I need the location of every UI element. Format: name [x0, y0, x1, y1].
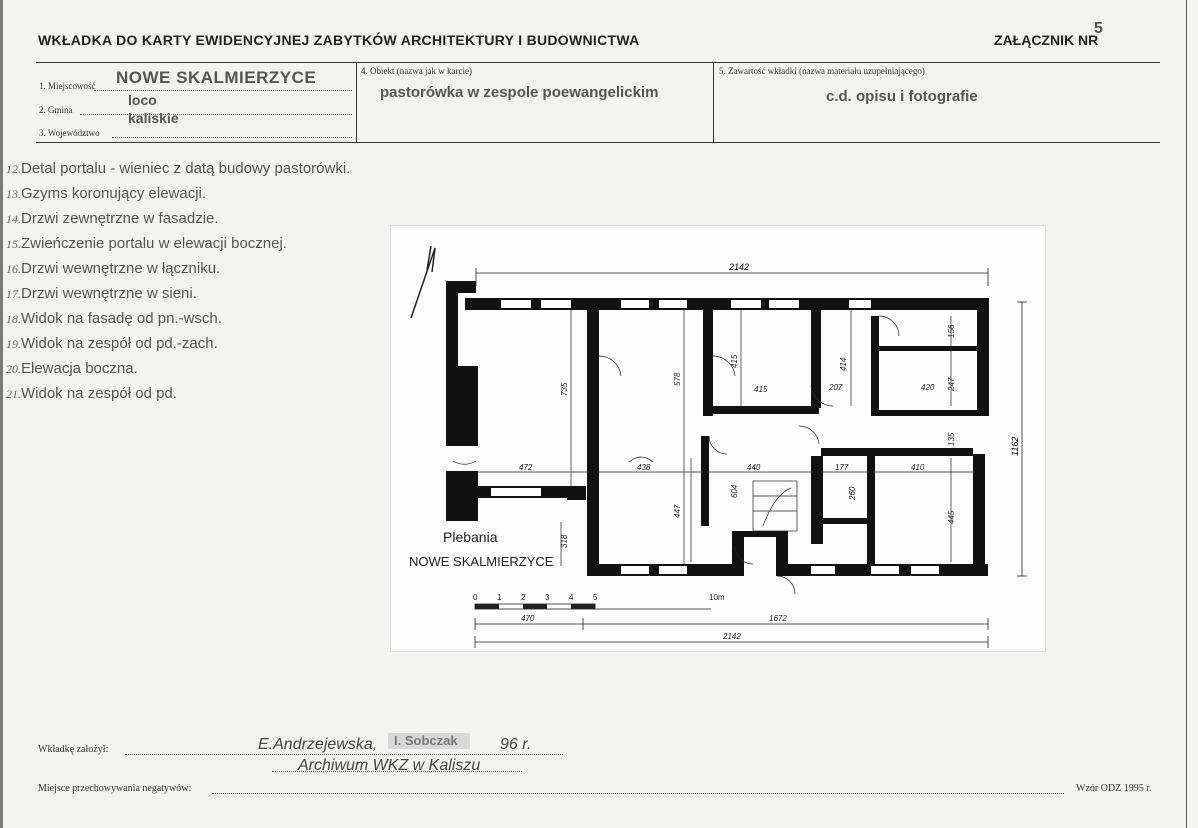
svg-text:470: 470: [521, 614, 535, 623]
svg-text:2142: 2142: [723, 632, 741, 641]
negatives-label: Miejsce przechowywania negatywów:: [38, 783, 192, 794]
plan-caption-line1: Plebania: [443, 529, 498, 545]
svg-text:10m: 10m: [709, 593, 725, 602]
list-item: 15.Zwieńczenie portalu w elewacji bocznej.: [6, 235, 287, 252]
contents-value: c.d. opisu i fotografie: [826, 88, 978, 105]
svg-text:415: 415: [730, 354, 739, 368]
founded-value-2: I. Sobczak: [394, 733, 458, 748]
locality-label: 1. Miejscowość: [39, 81, 96, 91]
list-item: 14.Drzwi zewnętrzne w fasadzie.: [6, 210, 219, 227]
list-item: 18.Widok na fasadę od pn.-wsch.: [6, 310, 222, 327]
dim-top: 2142: [729, 262, 750, 272]
svg-text:247: 247: [947, 377, 956, 391]
svg-text:472: 472: [519, 463, 533, 472]
dim-right: 1162: [1010, 436, 1020, 456]
svg-text:177: 177: [835, 463, 849, 472]
svg-text:735: 735: [560, 382, 569, 396]
svg-text:578: 578: [673, 372, 682, 386]
header-divider-1: [356, 62, 357, 142]
commune-label: 2. Gmina: [39, 105, 73, 115]
plan-caption-line2: NOWE SKALMIERZYCE: [409, 554, 554, 569]
list-item: 17.Drzwi wewnętrzne w sieni.: [6, 285, 197, 302]
locality-dotline: [94, 90, 352, 91]
list-item: 20.Elewacja boczna.: [6, 360, 138, 377]
header-top-rule: [36, 62, 1160, 63]
svg-text:414: 414: [839, 357, 848, 371]
voivodeship-label: 3. Województwo: [39, 128, 100, 138]
locality-value: NOWE SKALMIERZYCE: [116, 68, 317, 87]
founded-value-1: E.Andrzejewska,: [258, 736, 378, 753]
svg-text:410: 410: [911, 463, 925, 472]
voivodeship-value: kaliskie: [128, 110, 179, 126]
template-note: Wzór ODZ 1995 r.: [1076, 783, 1152, 794]
object-value: pastorówka w zespole poewangelickim: [380, 84, 659, 101]
scale-bar: [475, 604, 711, 609]
archive-value: Archiwum WKZ w Kaliszu: [298, 757, 481, 774]
list-item: 12.Detal portalu - wieniec z datą budowy pastorówki.: [6, 160, 351, 177]
svg-text:440: 440: [747, 463, 761, 472]
list-item: 19.Widok na zespół od pd.-zach.: [6, 335, 218, 352]
svg-text:1: 1: [497, 593, 502, 602]
floor-plan-photo: [390, 225, 1046, 652]
stair-icon: [753, 481, 797, 531]
svg-text:415: 415: [754, 385, 768, 394]
annex-number: 5: [1094, 20, 1103, 37]
svg-text:438: 438: [637, 463, 651, 472]
list-item: 13.Gzyms koronujący elewacji.: [6, 185, 207, 202]
plan-walls: [446, 281, 989, 576]
page-right-border: [1186, 0, 1187, 828]
form-title: WKŁADKA DO KARTY EWIDENCYJNEJ ZABYTKÓW ARCHITEKTURY I BUDOWNICTWA: [38, 32, 640, 48]
contents-label: 5. Zawartość wkładki (nazwa materiału uzupełniającego): [719, 66, 925, 76]
commune-dotline: [80, 114, 352, 115]
founded-label: Wkładkę założył:: [38, 744, 109, 755]
svg-text:135: 135: [947, 432, 956, 446]
header-divider-2: [713, 62, 714, 142]
archive-dotline: [272, 771, 522, 772]
svg-text:445: 445: [947, 510, 956, 524]
svg-text:4: 4: [569, 593, 574, 602]
north-arrow-icon: [411, 246, 435, 318]
svg-text:207: 207: [829, 383, 843, 392]
founded-year: 96 r.: [500, 736, 532, 753]
svg-text:260: 260: [848, 486, 857, 500]
svg-text:604: 604: [730, 484, 739, 498]
list-item: 21.Widok na zespół od pd.: [6, 385, 177, 402]
svg-text:318: 318: [560, 534, 569, 548]
founded-dotline: [125, 754, 563, 755]
list-item: 16.Drzwi wewnętrzne w łączniku.: [6, 260, 221, 277]
header-bottom-rule: [36, 142, 1160, 143]
svg-text:447: 447: [673, 504, 682, 518]
svg-text:156: 156: [947, 324, 956, 338]
svg-text:420: 420: [921, 383, 935, 392]
annex-label: ZAŁĄCZNIK NR: [994, 32, 1099, 48]
svg-text:0: 0: [473, 593, 478, 602]
svg-text:5: 5: [593, 593, 598, 602]
svg-text:3: 3: [545, 593, 550, 602]
voivodeship-dotline: [112, 137, 352, 138]
page-left-edge: [0, 0, 3, 828]
negatives-dotline: [212, 793, 1064, 794]
svg-text:1672: 1672: [769, 614, 787, 623]
svg-text:2: 2: [521, 593, 526, 602]
object-label: 4. Obiekt (nazwa jak w karcie): [361, 66, 472, 76]
commune-value: loco: [128, 92, 157, 108]
